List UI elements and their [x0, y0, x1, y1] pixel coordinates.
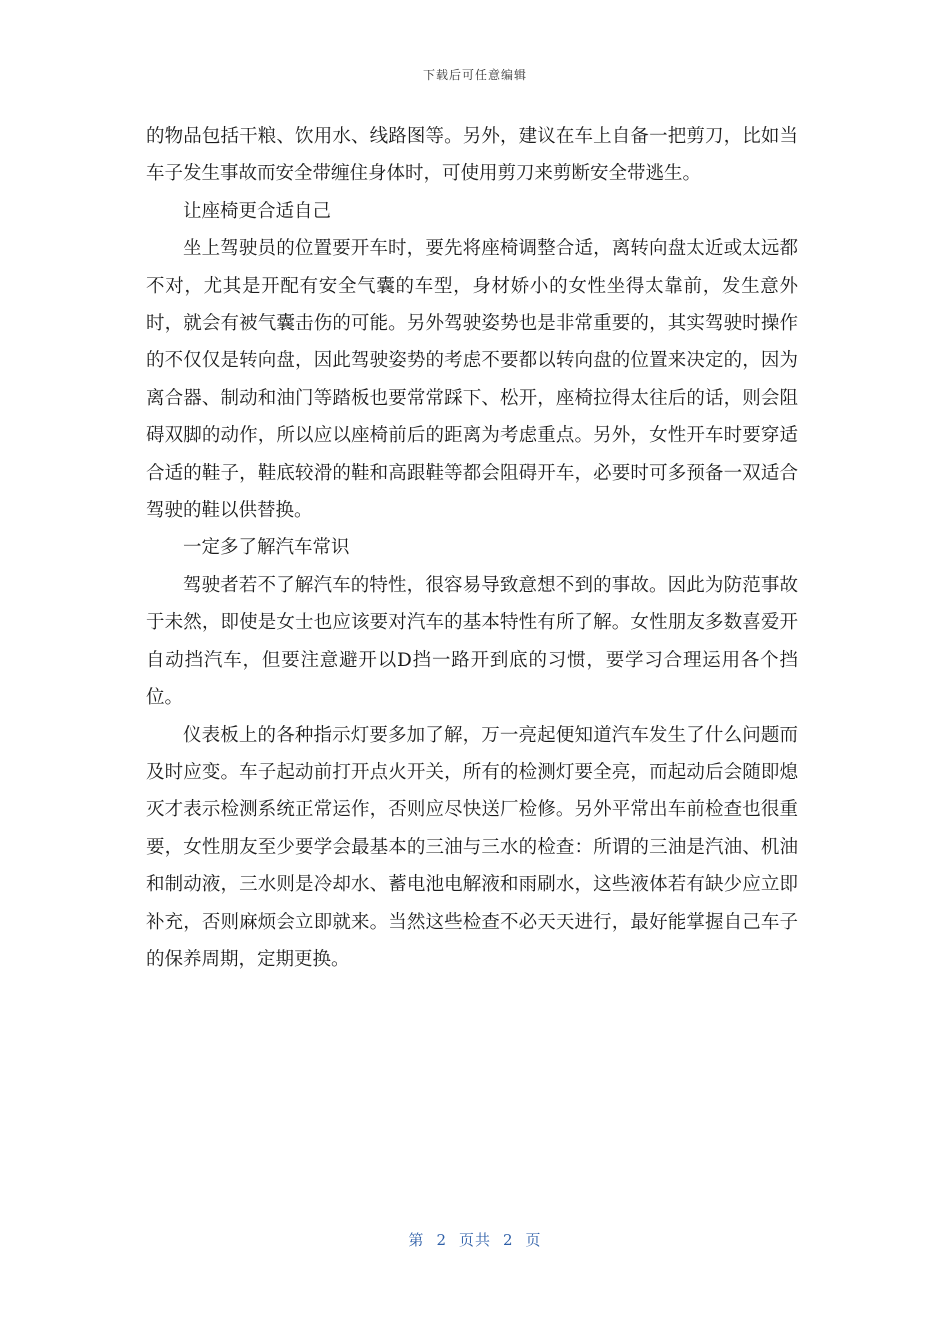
footer-current-page: 2: [436, 1231, 447, 1249]
footer-page-end: 页: [525, 1231, 542, 1249]
paragraph-continuation: 的物品包括干粮、饮用水、线路图等。另外，建议在车上自备一把剪刀，比如当车子发生事故而安全带缠住身体时，可使用剪刀来剪断安全带逃生。: [146, 126, 798, 185]
paragraph-car-characteristics: 驾驶者若不了解汽车的特性，很容易导致意想不到的事故。因此为防范事故于未然，即使是女士也应该要对汽车的基本特性有所了解。女性朋友多数喜爱开自动挡汽车，但要注意避开以D挡一路开到底的习惯，要学习合理运用各个挡位。: [146, 574, 798, 709]
section-heading-car-knowledge: 一定多了解汽车常识: [183, 537, 350, 559]
section-heading-seat: 让座椅更合适自己: [183, 200, 332, 222]
page-footer: [0, 1229, 950, 1250]
footer-page-separator: 页共: [458, 1231, 491, 1249]
page-header: 下载后可任意编辑: [422, 68, 527, 82]
footer-page-label: 第: [408, 1231, 425, 1249]
paragraph-dashboard-checks: 仪表板上的各种指示灯要多加了解，万一亮起便知道汽车发生了什么问题而及时应变。车子起动前打开点火开关，所有的检测灯要全亮，而起动后会随即熄灭才表示检测系统正常运作，否则应尽快送厂检修。另外平常出车前检查也很重要，女性朋友至少要学会最基本的三油与三水的检查：所谓的三油是汽油、机油和制动液，三水则是冷却水、蓄电池电解液和雨刷水，这些液体若有缺少应立即补充，否则麻烦会立即就来。当然这些检查不必天天进行，最好能掌握自己车子的保养周期，定期更换。: [146, 724, 798, 970]
footer-total-pages: 2: [503, 1231, 514, 1249]
document-body: [146, 118, 798, 978]
paragraph-seat-adjustment: 坐上驾驶员的位置要开车时，要先将座椅调整合适，离转向盘太近或太远都不对，尤其是开配有安全气囊的车型，身材娇小的女性坐得太靠前，发生意外时，就会有被气囊击伤的可能。另外驾驶姿势也是非常重要的，其实驾驶时操作的不仅仅是转向盘，因此驾驶姿势的考虑不要都以转向盘的位置来决定的，因为离合器、制动和油门等踏板也要常常踩下、松开，座椅拉得太往后的话，则会阻碍双脚的动作，所以应以座椅前后的距离为考虑重点。另外，女性开车时要穿适合适的鞋子，鞋底较滑的鞋和高跟鞋等都会阻碍开车，必要时可多预备一双适合驾驶的鞋以供替换。: [146, 238, 798, 522]
